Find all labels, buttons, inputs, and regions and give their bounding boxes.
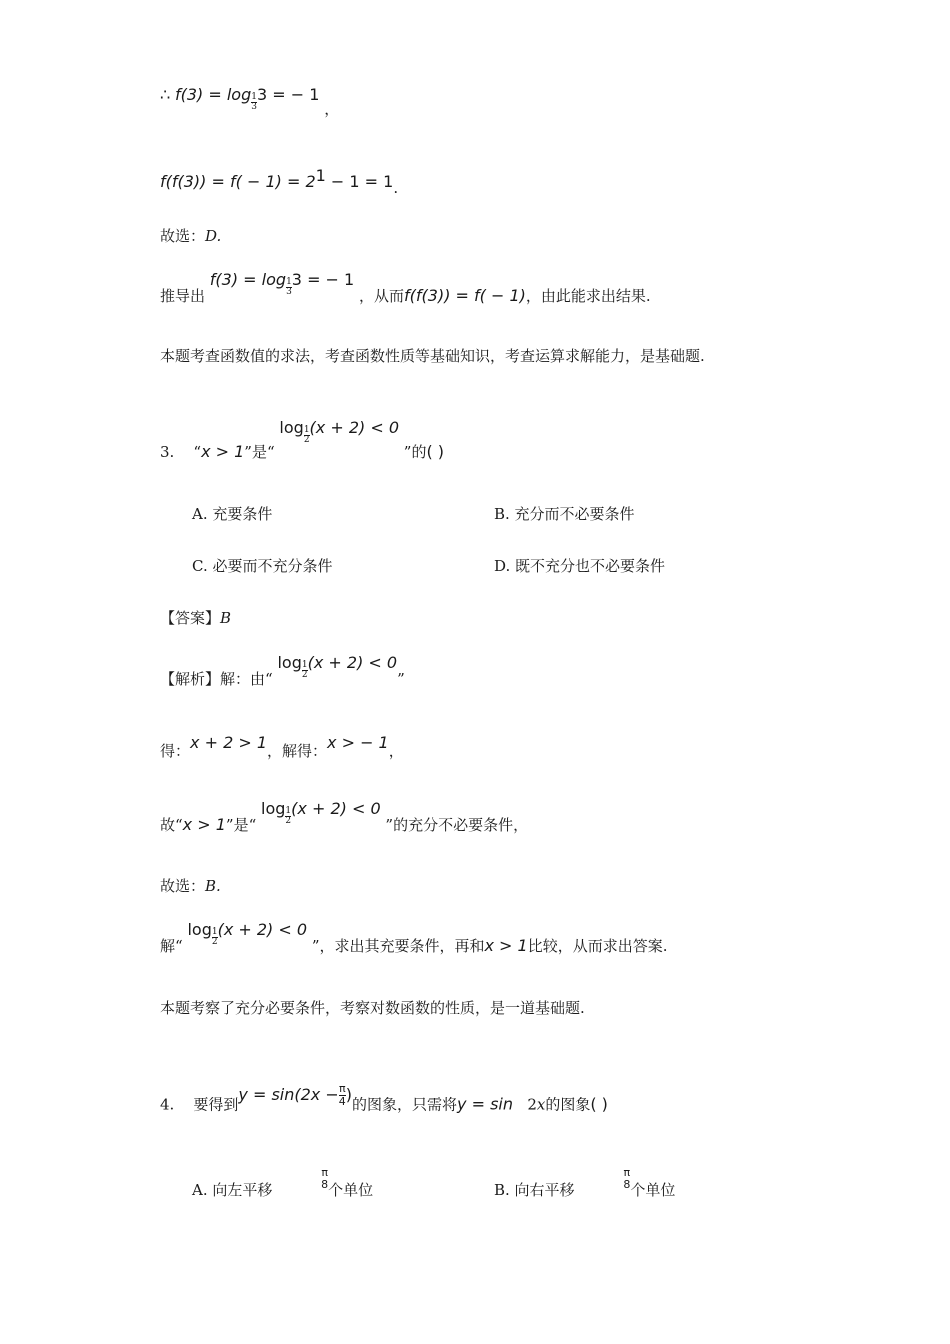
formula-line-f3 (160, 84, 340, 118)
formula-ff3: f(f(3)) = f( − 1) = 2 (160, 172, 316, 191)
log-base: $\frac{1}{3}$ (251, 92, 257, 112)
option-4a: A. 向左平移 π 8 个单位 (192, 1166, 374, 1199)
option-4b: B. 向右平移 π 8 个单位 (494, 1166, 676, 1199)
answer-line: 【答案】B (160, 609, 232, 627)
option-c: C. 必要而不充分条件 (192, 557, 333, 575)
analysis-line: 【解析】解：由“ log $\frac{1}{2}$ (x + 2) < 0” (160, 653, 405, 688)
answer-d: D. (205, 227, 222, 245)
choose-line-d: 故选：D. (160, 227, 222, 245)
therefore-symbol: ∴ (160, 85, 171, 104)
punct: ， (324, 100, 340, 118)
formula-f3-log: f(3) = log (174, 85, 252, 104)
question-number: 3. (160, 443, 175, 461)
formula-f3-result: 3 = − 1 (256, 85, 320, 104)
answer-value: B (220, 609, 232, 627)
conclusion-line: 故“x > 1”是“ log $\frac{1}{2}$ (x + 2) < 0 ”的充分不必要条件， (160, 799, 529, 834)
summary-line-1: 本题考查函数值的求法，考查函数性质等基础知识，考查运算求解能力，是基础题. (160, 347, 705, 365)
answer-paren: ( ) (426, 442, 445, 461)
formula-line-ff3: $f(f(3)) = f( - 1) = 2^1 - 1 = 1$. (160, 166, 399, 197)
option-a: A. 充要条件 (192, 505, 273, 523)
derivation-line: 推导出 f(3) = log $\frac{1}{3}$ 3 = − 1 ，从而f(f(3)) = f( − 1)，由此能求出结果. (160, 270, 651, 305)
solve-line: 得：x + 2 > 1，解得：x > − 1， (160, 733, 404, 760)
choose-line-b: 故选：B. (160, 877, 221, 895)
question-4: 4. 要得到y = sin(2x − $\frac{\pi}{4}$ )的图象，只需将y = sin 2x的图象( ) (160, 1082, 608, 1114)
summary-line-2: 本题考察了充分必要条件，考察对数函数的性质，是一道基础题. (160, 999, 585, 1017)
method-line: 解“ log $\frac{1}{2}$ (x + 2) < 0 ”，求出其充要条件，再和x > 1比较，从而求出答案. (160, 920, 668, 955)
option-d: D. 既不充分也不必要条件 (494, 557, 666, 575)
option-b: B. 充分而不必要条件 (494, 505, 635, 523)
question-3: 3. “x > 1”是“ log $\frac{1}{2}$ (x + 2) < 0 ”的( ) (160, 418, 445, 461)
